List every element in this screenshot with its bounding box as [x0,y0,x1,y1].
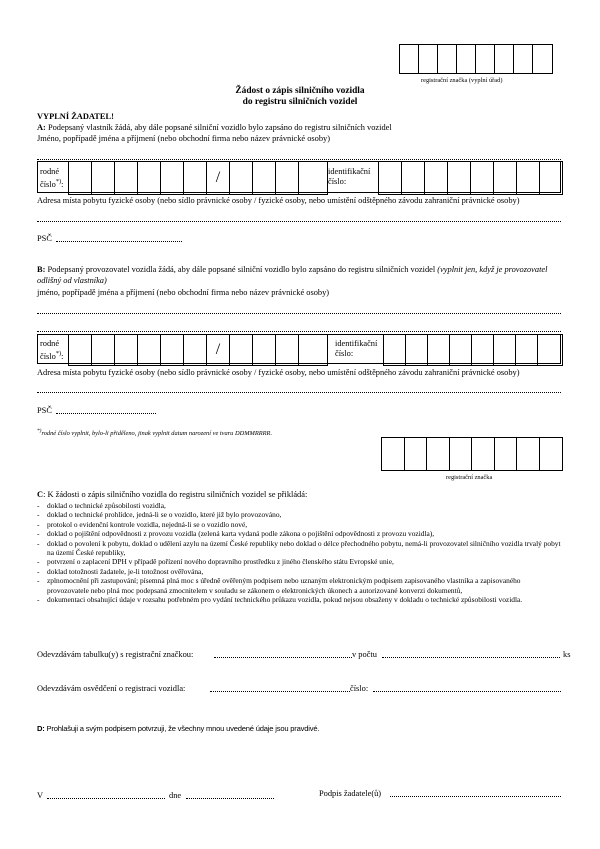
cert-number-label: číslo: [350,684,369,693]
section-a-ident-label: identifikační číslo: [328,167,371,186]
section-a-text: A: Podepsaný vlastník žádá, aby dále popsané silniční vozidlo bylo zapsáno do registru silničních vozidel [37,123,392,132]
count-unit: ks [563,650,571,659]
date-label: dne [169,791,182,800]
plate-cell[interactable] [419,45,438,73]
date-field[interactable] [186,798,274,799]
count-field[interactable] [382,657,560,658]
section-a-address-field[interactable] [37,221,561,222]
plate-cell[interactable] [514,45,533,73]
section-b-ident-number-grid[interactable] [383,334,563,366]
fill-applicant-heading: VYPLNÍ ŽADATEL! [37,112,114,121]
plate-cell[interactable] [457,45,476,73]
section-a-name-label: Jméno, popřípadě jména a příjmení (nebo obchodní firma nebo název právnické osoby) [37,134,331,143]
attachment-item: - doklad o pojištění odpovědnosti z provozu vozidla (zelená karta vydaná podle zákona o pojištění odpovědnosti z provozu vozidla), [37,529,561,538]
attachment-item: - doklad o povolení k pobytu, doklad o udělení azylu na území České republiky nebo doklad o délce přechodného pobytu, nemá-li provozovatel silničního vozidla trvalý pobyt na území České republiky, [37,539,561,558]
sign-label: Podpis žadatele(ů) [319,789,382,798]
attachment-item: - potvrzení o zaplacení DPH v případě pořízení nového dopravního prostředku z jiného členského státu Evropské unie, [37,557,561,566]
section-a-psc-field[interactable] [56,241,182,242]
attachment-item: - dokumentaci obsahující údaje v rozsahu potřebném pro vydání technického průkazu vozidla, pokud nejsou obsaženy v dokladu o technické způsobilosti vozidla. [37,595,561,604]
plate-cell[interactable] [476,45,495,73]
reg-box-caption: registrační značka (vyplní úřad) [421,77,503,84]
section-b-text: B: Podepsaný provozovatel vozidla žádá, aby dále popsané silniční vozidlo bylo zapsáno do registru silničních vozidel (vyplnit jen, když je provozovatel odlišný od vlastníka) [37,265,548,285]
plate-cell[interactable] [495,45,514,73]
section-c-list [37,501,561,604]
section-b-psc-label: PSČ [37,406,52,415]
section-a-label: A: [37,123,46,132]
section-c-heading: C: K žádosti o zápis silničního vozidla do registru silničních vozidel se přikládá: [37,490,308,499]
place-label: V [37,791,44,800]
registration-plate-grid[interactable] [399,44,553,74]
section-b-birth-label: rodné číslo*): [40,339,64,361]
section-a-birth-label: rodné číslo*): [40,167,64,189]
place-field[interactable] [47,798,165,799]
birth-number-slash: / [207,162,230,194]
page-title-line1: Žádost o zápis silničního vozidla [235,86,365,96]
attachment-item: - zplnomocnění při zastupování; písemná plná moc s úředně ověřeným podpisem nebo uznaným elektronickým podpisem zapisovaného vlastníka a zapisovaného provozovatele nebo plná moc podepsaná zmocnitelem v souladu se zákonem o elektronických úkonech a autorizované konverzi dokumentů, [37,576,561,595]
attachment-item: - doklad o technické prohlídce, jedná-li se o vozidlo, které již bylo provozováno, [37,510,561,519]
registration-plate-grid-2[interactable] [381,437,563,471]
section-c-label: C [37,490,44,499]
page-title-line2: do registru silničních vozidel [242,97,358,107]
section-a-birth-number-grid[interactable] [68,161,328,195]
section-d-text: D: Prohlašuji a svým podpisem potvrzuji, že všechny mnou uvedené údaje jsou pravdivé. [37,724,320,733]
section-b-address-field[interactable] [37,392,561,393]
reg-box-2-caption: registrační značka [446,474,493,481]
count-label: v počtu [352,650,377,659]
section-a-name-field[interactable] [37,159,561,160]
section-b-address-label: Adresa místa pobytu fyzické osoby (nebo sídlo právnické osoby / fyzické osoby, nebo umístění odštěpného závodu zahraniční právnické osoby) [37,368,520,377]
birth-number-slash: / [207,335,230,365]
plates-field[interactable] [214,657,352,658]
attachment-item: - protokol o evidenční kontrole vozidla, nejedná-li se o vozidlo nové, [37,520,561,529]
section-a-psc-label: PSČ [37,234,52,243]
attachment-item: - doklad totožnosti žadatele, je-li totožnost ověřována, [37,567,561,576]
section-b-label: B: [37,265,46,274]
section-b-name-label: jméno, popřípadě jména a příjmení (nebo obchodní firma nebo název právnické osoby) [37,288,330,297]
section-b-psc-field[interactable] [56,413,156,414]
cert-number-field[interactable] [373,691,561,692]
plate-cell[interactable] [533,45,552,73]
section-b-ident-label: identifikační číslo: [335,339,378,358]
plates-label: Odevzdávám tabulku(y) s registrační značkou: [37,650,194,659]
plate-cell[interactable] [438,45,457,73]
footnote: *)rodné číslo vyplnit, bylo-li přiděleno, jinak vyplnit datum narození ve tvaru DDMMRRRR. [37,428,273,438]
section-a-address-label: Adresa místa pobytu fyzické osoby (nebo sídlo právnické osoby / fyzické osoby, nebo umístění odštěpného závodu zahraniční právnické osoby) [37,196,520,205]
cert-field[interactable] [210,691,350,692]
section-b-name-field[interactable] [37,313,561,314]
section-b-birth-number-grid[interactable] [68,334,328,366]
plate-cell[interactable] [400,45,419,73]
section-a-ident-number-grid[interactable] [378,161,563,195]
section-d-label: D: [37,724,45,733]
section-b-name-field-2[interactable] [37,331,561,332]
attachment-item: - doklad o technické způsobilosti vozidla, [37,501,561,510]
cert-label: Odevzdávám osvědčení o registraci vozidla: [37,684,186,693]
signature-field[interactable] [390,796,561,797]
